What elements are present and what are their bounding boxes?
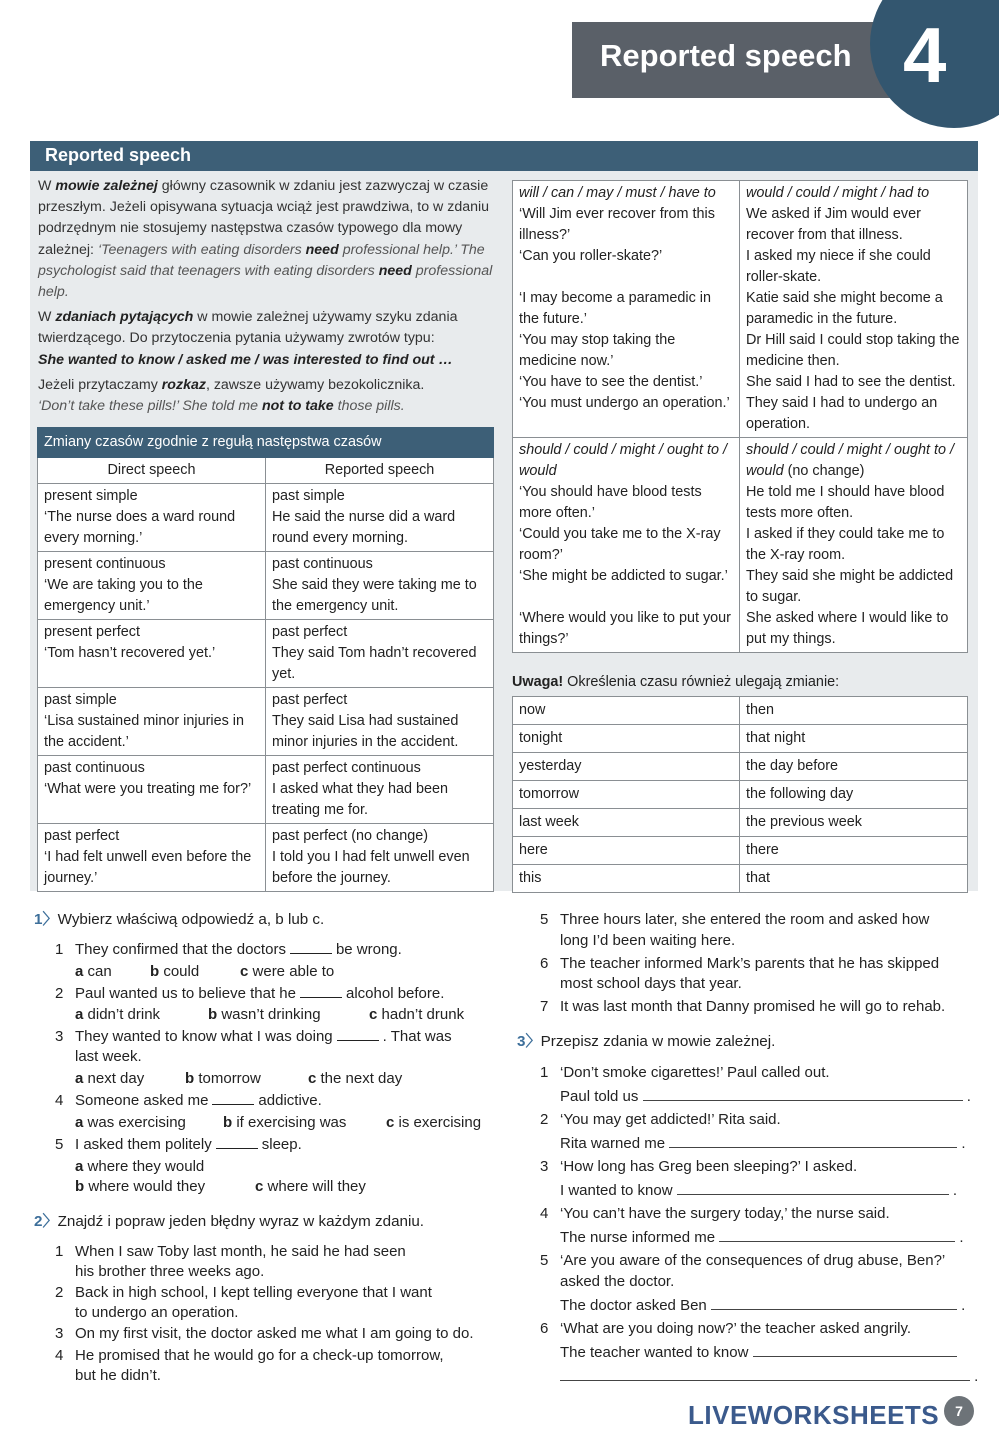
page-number: 7 [944, 1396, 974, 1426]
option-b[interactable]: b tomorrow [185, 1070, 261, 1087]
answer-blank[interactable] [337, 1028, 379, 1041]
table-row: here there [513, 837, 968, 865]
ex3-item-1: 1 ‘Don’t smoke cigarettes!’ Paul called out. [540, 1064, 830, 1081]
exercise-3-heading: 3〉Przepisz zdania w mowie zależnej. [517, 1033, 776, 1050]
ex3-item-4-answer: The nurse informed me . [560, 1229, 964, 1246]
table-row: tomorrow the following day [513, 781, 968, 809]
ex1-options-2 [75, 1004, 465, 1025]
unit-number: 4 [903, 11, 947, 99]
option-b[interactable]: b if exercising was [223, 1114, 347, 1131]
ex2-item-4: 4 He promised that he would go for a check-up tomorrow, [55, 1347, 444, 1364]
option-a[interactable]: a next day [75, 1070, 145, 1087]
ex1-options-3 [75, 1068, 403, 1089]
answer-line[interactable] [677, 1182, 949, 1195]
ex1-question-6: 6 The teacher informed Mark’s parents that he has skipped [540, 955, 940, 972]
table-row: present continuous ‘We are taking you to the emergency unit.’ past continuous She said they were taking me to the emergency unit. [38, 552, 494, 620]
grammar-intro [38, 176, 498, 421]
grammar-box-title: Reported speech [45, 145, 192, 165]
ex2-item-2: 2 Back in high school, I kept telling everyone that I want [55, 1284, 432, 1301]
ex3-item-3-answer: I wanted to know . [560, 1182, 958, 1199]
option-c[interactable]: c where will they [255, 1178, 366, 1195]
ex1-question-6-cont: most school days that year. [560, 975, 742, 992]
ex3-item-6: 6 ‘What are you doing now?’ the teacher asked angrily. [540, 1320, 912, 1337]
tense-table-caption: Zmiany czasów zgodnie z regułą następstwa czasów [38, 428, 494, 458]
modal-verbs-table [512, 180, 968, 653]
modal-group-2: should / could / might / ought to / would ‘You should have blood tests more often.’ ‘Could you take me to the X-ray room?’ ‘She might be addicted to sugar.’ ‘Where would you like to put your things?’ should / could / might / ought to / would (no change) He told me I should have blood tests more often. I asked if they could take me to the X-ray room. They said she might be addicted to sugar. She asked where I would like to put my things. [513, 438, 968, 653]
column-header-reported: Reported speech [266, 458, 494, 484]
answer-line[interactable] [719, 1229, 955, 1242]
table-row: yesterday the day before [513, 753, 968, 781]
table-row: past perfect ‘I had felt unwell even before the journey.’ past perfect (no change) I told you I had felt unwell even before the journey. [38, 824, 494, 892]
table-row: past simple ‘Lisa sustained minor injuries in the accident.’ past perfect They said Lisa had sustained minor injuries in the accident. [38, 688, 494, 756]
option-c[interactable]: c were able to [240, 963, 335, 980]
ex2-item-4-cont: but he didn’t. [75, 1367, 161, 1384]
ex1-question-7: 7 It was last month that Danny promised he will go to rehab. [540, 998, 946, 1015]
ex1-question-5b: 5 Three hours later, she entered the room and asked how [540, 911, 930, 928]
ex3-item-2-answer: Rita warned me . [560, 1135, 966, 1152]
option-c[interactable]: c the next day [308, 1070, 403, 1087]
ex1-question-3: 3 They wanted to know what I was doing . That was [55, 1028, 452, 1045]
modal-group-1: will / can / may / must / have to ‘Will Jim ever recover from this illness?’ ‘Can you roller-skate?’ ‘I may become a paramedic in the future.’ ‘You may stop taking the medicine now.’ ‘You have to see the dentist.’ ‘You must undergo an operation.’ would / could / might / had to We asked if Jim would ever recover from that illness. I asked my niece if she could roller-skate. Katie said she might become a paramedic in the future. Dr Hill said I could stop taking the medicine then. She said I had to see the dentist. They said I had to undergo an operation. [513, 181, 968, 438]
intro-paragraph-1: W mowie zależnej główny czasownik w zdaniu jest zazwyczaj w czasie przeszłym. Jeżeli opisywana sytuacja wciąż jest prawdziwa, to w zdaniu podrzędnym nie stosujemy następstwa czasów typowego dla mowy zależnej: ‘Teenagers with eating disorders need professional help.’ The psychologist said that teenagers with eating disorders need professional help. [38, 178, 493, 301]
ex1-option-5a[interactable]: a where they would [75, 1158, 205, 1175]
answer-line[interactable] [560, 1368, 970, 1381]
option-b[interactable]: b could [150, 963, 200, 980]
option-c[interactable]: c hadn’t drunk [369, 1006, 465, 1023]
answer-blank[interactable] [290, 941, 332, 954]
option-a[interactable]: a was exercising [75, 1114, 186, 1131]
table-row: this that [513, 865, 968, 893]
option-b[interactable]: b wasn’t drinking [208, 1006, 321, 1023]
ex3-item-1-answer: Paul told us . [560, 1088, 971, 1105]
time-expressions-table [512, 696, 968, 893]
option-a[interactable]: a didn’t drink [75, 1006, 161, 1023]
tense-change-table [37, 427, 494, 892]
ex2-item-1: 1 When I saw Toby last month, he said he had seen [55, 1243, 406, 1260]
ex1-question-5b-cont: long I’d been waiting here. [560, 932, 736, 949]
ex1-question-3-cont: last week. [75, 1048, 142, 1065]
liveworksheets-logo: LIVEWORKSHEETS [688, 1400, 940, 1430]
ex3-item-4: 4 ‘You can’t have the surgery today,’ the nurse said. [540, 1205, 890, 1222]
column-header-direct: Direct speech [38, 458, 266, 484]
table-row: tonight that night [513, 725, 968, 753]
option-a[interactable]: a can [75, 963, 112, 980]
table-row: present simple ‘The nurse does a ward round every morning.’ past simple He said the nurse did a ward round every morning. [38, 484, 494, 552]
answer-blank[interactable] [212, 1092, 254, 1105]
ex1-options-5bc [75, 1176, 366, 1197]
exercise-1-heading: 1〉Wybierz właściwą odpowiedź a, b lub c. [34, 911, 325, 928]
table-row: last week the previous week [513, 809, 968, 837]
answer-blank[interactable] [300, 985, 342, 998]
answer-line[interactable] [643, 1088, 963, 1101]
answer-line[interactable] [669, 1135, 957, 1148]
ex3-item-5-cont: asked the doctor. [560, 1273, 675, 1290]
option-b[interactable]: b where would they [75, 1178, 206, 1195]
table-row: now then [513, 697, 968, 725]
ex1-options-4 [75, 1112, 482, 1133]
ex3-item-6-answer-cont: . [560, 1366, 978, 1387]
ex3-item-5: 5 ‘Are you aware of the consequences of drug abuse, Ben?’ [540, 1252, 946, 1269]
option-c[interactable]: c is exercising [386, 1114, 482, 1131]
ex3-item-6-answer: The teacher wanted to know [560, 1342, 957, 1363]
answer-line[interactable] [711, 1297, 957, 1310]
intro-paragraph-3: Jeżeli przytaczamy rozkaz, zawsze używamy bezokolicznika. ‘Don’t take these pills!’ She told me not to take those pills. [38, 376, 425, 415]
ex2-item-1-cont: his brother three weeks ago. [75, 1263, 265, 1280]
intro-paragraph-2: W zdaniach pytających w mowie zależnej używamy szyku zdania twierdzącego. Do przytoczenia pytania używamy zwrotów typu: She wanted to know / asked me / was interested to find out … [38, 309, 458, 368]
ex2-item-3: 3 On my first visit, the doctor asked me what I am going to do. [55, 1325, 474, 1342]
answer-blank[interactable] [216, 1136, 258, 1149]
table-row: past continuous ‘What were you treating me for?’ past perfect continuous I asked what they had been treating me for. [38, 756, 494, 824]
ex3-item-2: 2 ‘You may get addicted!’ Rita said. [540, 1111, 781, 1128]
ex1-question-2: 2 Paul wanted us to believe that he alcohol before. [55, 985, 445, 1002]
note-uwaga: Uwaga! Określenia czasu również ulegają zmianie: [512, 674, 840, 690]
table-row: present perfect ‘Tom hasn’t recovered yet.’ past perfect They said Tom hadn’t recovered yet. [38, 620, 494, 688]
ex1-options-1 [75, 961, 335, 982]
page-title: Reported speech [600, 38, 852, 73]
ex2-item-2-cont: to undergo an operation. [75, 1304, 239, 1321]
exercise-2-heading: 2〉Znajdź i popraw jeden błędny wyraz w każdym zdaniu. [34, 1213, 425, 1230]
ex1-question-5: 5 I asked them politely sleep. [55, 1136, 302, 1153]
answer-line[interactable] [753, 1344, 957, 1357]
ex3-item-3: 3 ‘How long has Greg been sleeping?’ I asked. [540, 1158, 858, 1175]
ex1-question-1: 1 They confirmed that the doctors be wrong. [55, 941, 402, 958]
ex3-item-5-answer: The doctor asked Ben . [560, 1297, 966, 1314]
ex1-question-4: 4 Someone asked me addictive. [55, 1092, 322, 1109]
